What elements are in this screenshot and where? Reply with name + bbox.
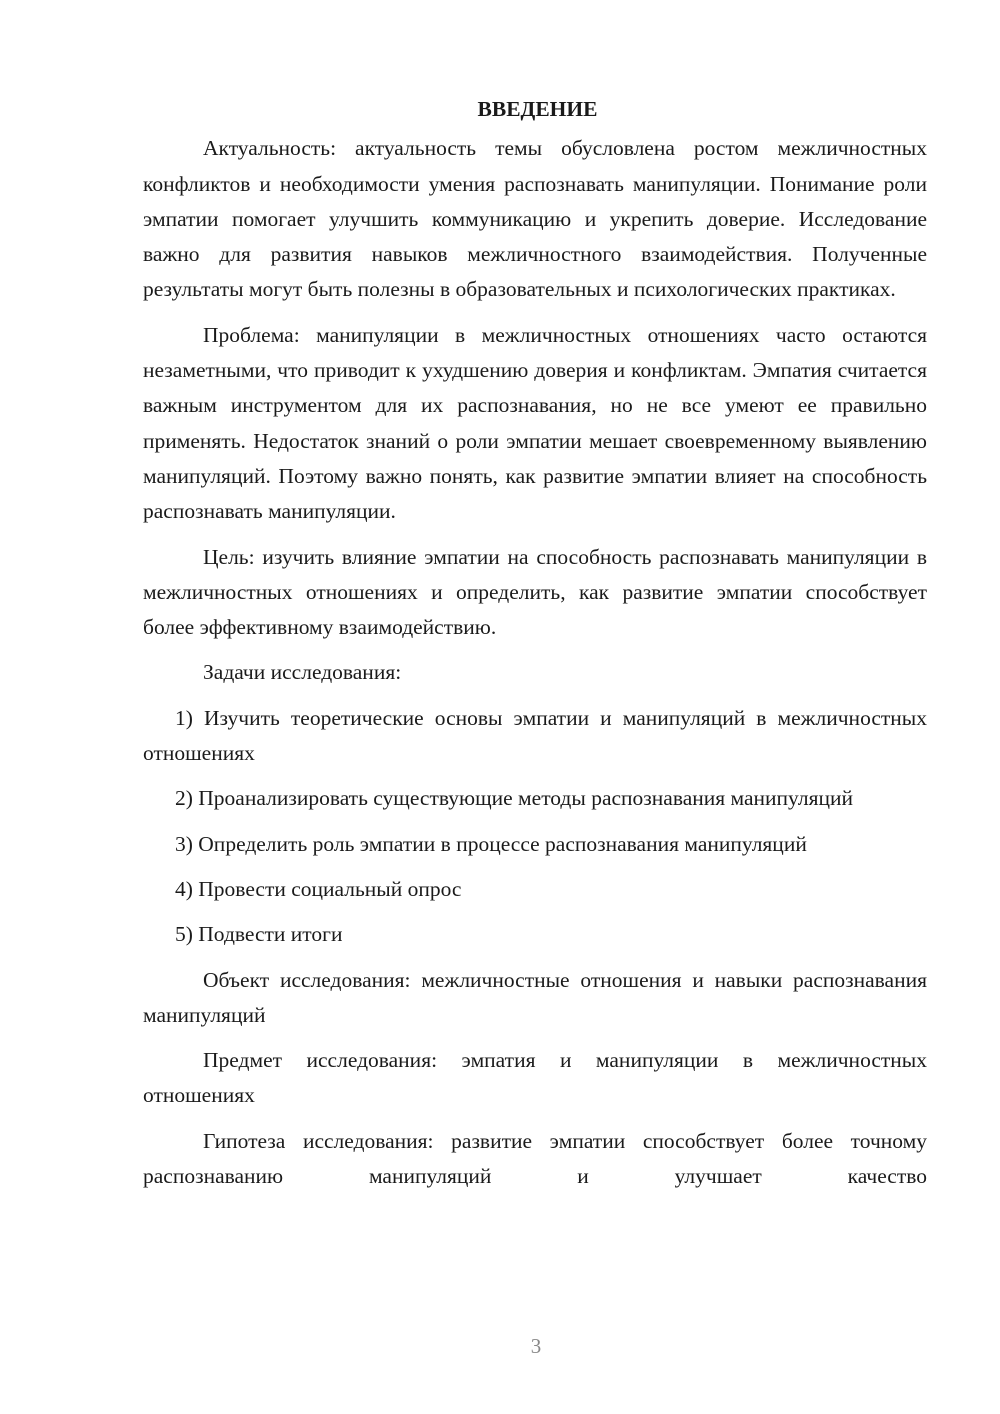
task-item-1: 1) Изучить теоретические основы эмпатии и манипуляций в межличностных отношениях: [143, 705, 927, 766]
page-number: 3: [530, 1334, 542, 1358]
research-object-paragraph: Объект исследования: межличностные отношения и навыки распознавания манипуляций: [143, 967, 927, 1027]
research-subject-paragraph: Предмет исследования: эмпатия и манипуляции в межличностных отношениях: [143, 1048, 927, 1108]
problem-paragraph: Проблема: манипуляции в межличностных отношениях часто остаются незаметными, что приводит к ухудшению доверия и конфликтам. Эмпатия считается важным инструментом для их распознавания, но не все умеют ее правильно применять. Недостаток знаний о роли эмпатии мешает своевременному выявлению манипуляций. Поэтому важно понять, как развитие эмпатии влияет на способность распознавать манипуляции.: [143, 322, 927, 524]
hypothesis-paragraph: Гипотеза исследования: развитие эмпатии способствует более точному распознаванию манипуляций и улучшает качество: [143, 1128, 927, 1189]
section-title: ВВЕДЕНИЕ: [477, 97, 598, 121]
document-body: [143, 92, 927, 1204]
relevance-paragraph: Актуальность: актуальность темы обусловлена ростом межличностных конфликтов и необходимости умения распознавать манипуляции. Понимание роли эмпатии помогает улучшить коммуникацию и укрепить доверие. Исследование важно для развития навыков межличностного взаимодействия. Полученные результаты могут быть полезны в образовательных и психологических практиках.: [143, 136, 927, 302]
tasks-heading: Задачи исследования:: [203, 660, 402, 685]
task-item-3: 3) Определить роль эмпатии в процессе распознавания манипуляций: [175, 831, 807, 856]
task-item-2: 2) Проанализировать существующие методы распознавания манипуляций: [175, 786, 853, 811]
goal-paragraph: Цель: изучить влияние эмпатии на способность распознавать манипуляции в межличностных отношениях и определить, как развитие эмпатии способствует более эффективному взаимодействию.: [143, 544, 927, 640]
task-item-5: 5) Подвести итоги: [175, 922, 343, 947]
task-item-4: 4) Провести социальный опрос: [175, 876, 462, 901]
